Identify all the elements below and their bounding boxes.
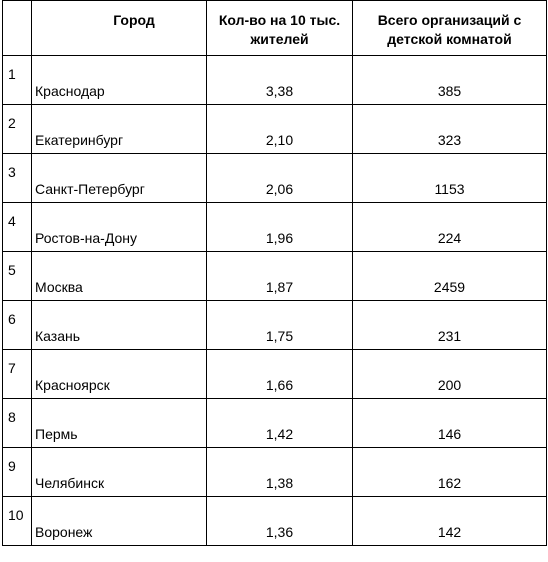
row-total: 385: [353, 56, 547, 105]
row-city: Челябинск: [32, 448, 207, 497]
cities-table: [2, 0, 547, 546]
table-row: [3, 497, 547, 546]
row-per-10k: 1,42: [207, 399, 353, 448]
row-per-10k: 1,38: [207, 448, 353, 497]
table-row: [3, 56, 547, 105]
table-row: [3, 252, 547, 301]
row-city: Красноярск: [32, 350, 207, 399]
row-number: 5: [3, 252, 32, 301]
header-city: Город: [32, 1, 207, 56]
row-total: 323: [353, 105, 547, 154]
row-number: 1: [3, 56, 32, 105]
row-city: Санкт-Петербург: [32, 154, 207, 203]
row-number: 3: [3, 154, 32, 203]
row-per-10k: 1,36: [207, 497, 353, 546]
row-city: Москва: [32, 252, 207, 301]
table-body: [3, 56, 547, 546]
row-total: 146: [353, 399, 547, 448]
table-row: [3, 301, 547, 350]
row-per-10k: 1,66: [207, 350, 353, 399]
table-row: [3, 350, 547, 399]
row-total: 224: [353, 203, 547, 252]
row-total: 162: [353, 448, 547, 497]
row-city: Краснодар: [32, 56, 207, 105]
header-total: Всего организаций с детской комнатой: [353, 1, 547, 56]
table-row: [3, 154, 547, 203]
table-header-row: [3, 1, 547, 56]
row-per-10k: 1,96: [207, 203, 353, 252]
row-city: Пермь: [32, 399, 207, 448]
row-per-10k: 1,75: [207, 301, 353, 350]
row-per-10k: 1,87: [207, 252, 353, 301]
row-number: 8: [3, 399, 32, 448]
row-city: Ростов-на-Дону: [32, 203, 207, 252]
row-total: 231: [353, 301, 547, 350]
row-total: 1153: [353, 154, 547, 203]
row-per-10k: 2,10: [207, 105, 353, 154]
row-per-10k: 2,06: [207, 154, 353, 203]
row-total: 2459: [353, 252, 547, 301]
header-per-10k: Кол-во на 10 тыс. жителей: [207, 1, 353, 56]
cities-table-wrapper: [2, 0, 546, 546]
row-city: Казань: [32, 301, 207, 350]
row-number: 4: [3, 203, 32, 252]
row-per-10k: 3,38: [207, 56, 353, 105]
table-row: [3, 203, 547, 252]
table-row: [3, 399, 547, 448]
row-city: Екатеринбург: [32, 105, 207, 154]
table-row: [3, 105, 547, 154]
table-row: [3, 448, 547, 497]
row-number: 7: [3, 350, 32, 399]
row-number: 2: [3, 105, 32, 154]
row-total: 142: [353, 497, 547, 546]
row-number: 10: [3, 497, 32, 546]
row-total: 200: [353, 350, 547, 399]
row-city: Воронеж: [32, 497, 207, 546]
row-number: 9: [3, 448, 32, 497]
row-number: 6: [3, 301, 32, 350]
header-number: [3, 1, 32, 56]
